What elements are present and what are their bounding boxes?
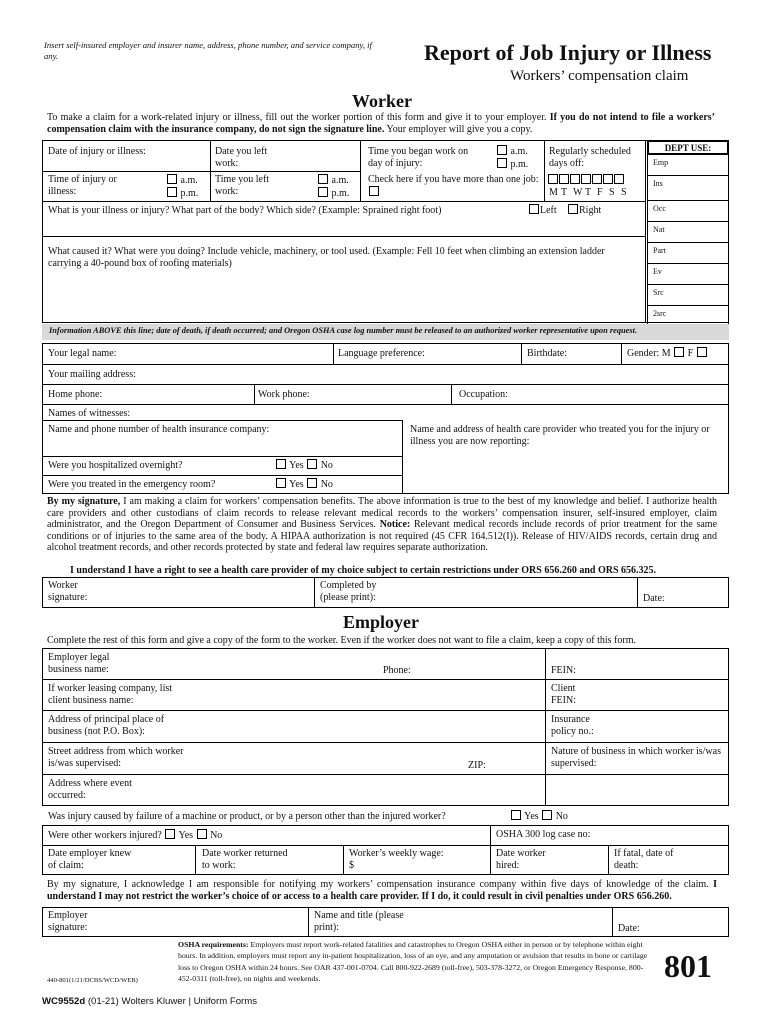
what-caused-label: What caused it? What were you doing? Include vehicle, machinery, or tool used. (Example: Fell 10 feet when climbing an extension ladder carrying a 40-pound box of roofing materials) — [48, 246, 605, 269]
name-title-field[interactable] — [400, 910, 608, 935]
day-off-checkbox[interactable] — [548, 174, 558, 184]
dept-use-row: Nat — [648, 222, 729, 243]
dept-use-title: DEPT USE: — [647, 140, 729, 154]
employer-date-label: Date: — [618, 923, 640, 934]
dept-use-row: Occ — [648, 201, 729, 222]
home-phone-field[interactable] — [112, 387, 250, 403]
employer-phone-field[interactable] — [418, 652, 542, 676]
time-began-pm-checkbox[interactable] — [497, 158, 507, 168]
left-side-checkbox[interactable] — [529, 204, 539, 214]
hospitalized-yes-checkbox[interactable] — [276, 459, 286, 469]
fein-field[interactable] — [582, 652, 725, 676]
day-off-checkbox[interactable] — [581, 174, 591, 184]
hospitalized-no-checkbox[interactable] — [307, 459, 317, 469]
emergency-no-checkbox[interactable] — [307, 478, 317, 488]
date-death-label: If fatal, date of death: — [614, 848, 674, 871]
home-phone-label: Home phone: — [48, 389, 103, 400]
worker-signature-label: Worker signature: — [48, 580, 88, 603]
birthdate-field[interactable] — [576, 346, 619, 362]
dept-use-row: 2src — [648, 306, 729, 327]
dept-use-row: Emp — [648, 155, 729, 176]
gender-f-checkbox[interactable] — [697, 347, 707, 357]
time-began-am-checkbox[interactable] — [497, 145, 507, 155]
time-injury-am-checkbox[interactable] — [167, 174, 177, 184]
emergency-room-label: Were you treated in the emergency room? — [48, 479, 216, 490]
osha-log-label: OSHA 300 log case no: — [496, 829, 591, 840]
days-off-checkboxes — [548, 174, 625, 186]
completed-by-label: Completed by (please print): — [320, 580, 377, 603]
occupation-label: Occupation: — [459, 389, 508, 400]
leasing-company-label: If worker leasing company, list client business name: — [48, 683, 173, 706]
weekly-wage-label: Worker’s weekly wage: $ — [349, 848, 444, 871]
zip-field[interactable] — [490, 746, 542, 772]
gender-m-checkbox[interactable] — [674, 347, 684, 357]
street-address-label: Street address from which worker is/was supervised: — [48, 746, 184, 769]
employer-acknowledgment: By my signature, I acknowledge I am responsible for notifying my workers’ compensation insurance company within five days of knowledge of the claim. I understand I may not restrict the worker’s choice of or access to a health care provider. If I do, it could result in civil penalties under ORS 656.260. — [47, 879, 717, 902]
time-of-injury-label: Time of injury or illness: — [48, 174, 117, 197]
employer-phone-label: Phone: — [383, 665, 411, 676]
date-of-injury-field[interactable] — [120, 158, 206, 170]
occupation-field[interactable] — [518, 387, 724, 403]
employer-signature-label: Employer signature: — [48, 910, 88, 933]
employer-name-field[interactable] — [140, 652, 378, 676]
principal-address-field[interactable] — [200, 714, 541, 740]
dept-use-row: Part — [648, 243, 729, 264]
street-address-field[interactable] — [195, 746, 465, 772]
regular-days-off-label: Regularly scheduled days off: — [549, 146, 631, 169]
gender-label: Gender: M F — [627, 347, 708, 360]
provider-choice-notice: I understand I have a right to see a health care provider of my choice subject to certain restrictions under ORS 656.260 and ORS 656.325. — [70, 565, 657, 576]
work-phone-label: Work phone: — [258, 389, 310, 400]
emergency-yes-checkbox[interactable] — [276, 478, 286, 488]
form-code: 440-801(1/21/DCBS/WCD/WEB) — [47, 977, 138, 984]
client-fein-field[interactable] — [590, 683, 725, 707]
day-off-checkbox[interactable] — [570, 174, 580, 184]
worker-intro: To make a claim for a work-related injury or illness, fill out the worker portion of this form and give it to your employer. If you do not intend to file a workers’ compensation claim with the insurance company, do not sign the signature line. Your employer will give you a copy. — [47, 112, 715, 135]
day-off-checkbox[interactable] — [592, 174, 602, 184]
wolters-kluwer-code: WC9552d (01-21) Wolters Kluwer | Uniform Forms — [42, 996, 258, 1007]
nature-of-business-label: Nature of business in which worker is/was supervised: — [551, 746, 721, 769]
fein-label: FEIN: — [551, 665, 576, 676]
what-caused-field[interactable] — [46, 272, 642, 320]
client-fein-label: Client FEIN: — [551, 683, 576, 706]
language-field[interactable] — [436, 346, 518, 362]
form-title: Report of Job Injury or Illness — [424, 40, 712, 65]
date-left-work-field[interactable] — [265, 158, 355, 170]
date-hired-label: Date worker hired: — [496, 848, 546, 871]
employer-signature-field[interactable] — [110, 910, 305, 935]
date-of-injury-label: Date of injury or illness: — [48, 146, 146, 157]
info-above-notice: Information ABOVE this line; date of death, if death occurred; and Oregon OSHA case log number must be released to an authorized worker representative upon request. — [42, 324, 729, 340]
employer-name-label: Employer legal business name: — [48, 652, 110, 675]
leasing-company-field[interactable] — [195, 683, 541, 707]
witnesses-label: Names of witnesses: — [48, 408, 131, 419]
osha-requirements: OSHA requirements: Employers must report work-related fatalities and catastrophes to Oregon OSHA either in person or by telephone within eight hours. In addition, employers must report any in-patient hospitalization, loss of an eye, and any amputation or avulsion that results in bone or cartilage loss to Oregon OSHA within 24 hours. See OAR 437-001-0704. Call 800-922-2689 (toll-free), 503-378-3272, or Oregon Emergency Response, 800-452-0311 (toll-free), on nights and weekends. — [178, 940, 648, 984]
date-left-work-label: Date you left work: — [215, 146, 268, 169]
days-off-letters: M T W T F S S — [549, 187, 627, 198]
health-insurance-label: Name and phone number of health insurance company: — [48, 424, 270, 435]
employer-intro: Complete the rest of this form and give a copy of the form to the worker. Even if the worker does not want to file a claim, keep a copy of this form. — [47, 635, 636, 646]
worker-authorization-text: By my signature, I am making a claim for workers’ compensation benefits. The above information is true to the best of my knowledge and belief. I authorize health care providers and other custodians of claim records to release relevant medical records to the workers’ compensation insurer, self-insured employer, claim administrator, and the Oregon Department of Consumer and Business Services. Notice: Relevant medical records include records of prior treatment for the same conditions or of injuries to the same area of the body. A HIPAA authorization is not required (45 CFR 164.512(I)). Release of HIV/AIDS records, certain drug and alcohol treatment records, and other records protected by state and federal law requires separate authorization. — [47, 496, 718, 554]
illness-injury-label: What is your illness or injury? What part of the body? Which side? (Example: Sprained right foot) — [48, 205, 442, 216]
worker-signature-field[interactable] — [110, 580, 310, 606]
form-subtitle: Workers’ compensation claim — [510, 68, 689, 84]
others-injured-yes-checkbox[interactable] — [165, 829, 175, 839]
dept-use-box — [647, 140, 729, 327]
date-returned-label: Date worker returned to work: — [202, 848, 288, 871]
machine-failure-label: Was injury caused by failure of a machine or product, or by a person other than the injured worker? — [48, 811, 446, 822]
time-left-am-checkbox[interactable] — [318, 174, 328, 184]
employer-section-title: Employer — [343, 612, 419, 632]
name-title-label: Name and title (please print): — [314, 910, 404, 933]
insurance-policy-label: Insurance policy no.: — [551, 714, 594, 737]
date-knew-label: Date employer knew of claim: — [48, 848, 132, 871]
principal-address-label: Address of principal place of business (not P.O. Box): — [48, 714, 165, 737]
osha-log-field[interactable] — [600, 827, 725, 843]
right-side-checkbox[interactable] — [568, 204, 578, 214]
birthdate-label: Birthdate: — [527, 348, 567, 359]
insert-employer-note: Insert self-insured employer and insurer name, address, phone number, and service company, if any. — [44, 40, 372, 61]
day-off-checkbox[interactable] — [603, 174, 613, 184]
dept-use-row: Ins — [648, 176, 729, 201]
day-off-checkbox[interactable] — [614, 174, 624, 184]
completed-by-field[interactable] — [400, 580, 634, 606]
worker-section-title: Worker — [352, 91, 412, 111]
dept-use-row: Src — [648, 285, 729, 306]
illness-injury-field[interactable] — [46, 218, 642, 234]
health-care-provider-field[interactable] — [406, 452, 724, 492]
mailing-address-field[interactable] — [150, 367, 725, 383]
more-than-one-job-label: Check here if you have more than one job: — [368, 174, 544, 199]
dept-use-row: Ev — [648, 264, 729, 285]
day-off-checkbox[interactable] — [559, 174, 569, 184]
hospitalized-label: Were you hospitalized overnight? — [48, 460, 183, 471]
zip-label: ZIP: — [468, 760, 486, 771]
machine-failure-yes-checkbox[interactable] — [511, 810, 521, 820]
work-phone-field[interactable] — [318, 387, 448, 403]
health-insurance-field[interactable] — [46, 438, 398, 454]
more-than-one-job-checkbox[interactable] — [369, 186, 379, 196]
legal-name-label: Your legal name: — [48, 348, 117, 359]
form-number: 801 — [664, 948, 712, 984]
event-address-label: Address where event occurred: — [48, 778, 132, 801]
time-injury-pm-checkbox[interactable] — [167, 187, 177, 197]
language-label: Language preference: — [338, 348, 425, 359]
legal-name-field[interactable] — [130, 346, 330, 362]
event-address-field[interactable] — [130, 778, 542, 804]
time-began-work-label: Time you began work on day of injury: — [368, 146, 469, 169]
time-left-pm-checkbox[interactable] — [318, 187, 328, 197]
time-left-work-label: Time you left work: — [215, 174, 270, 197]
insurance-policy-field[interactable] — [610, 714, 725, 740]
others-injured-label: Were other workers injured? Yes No — [48, 830, 223, 841]
health-care-provider-label: Name and address of health care provider who treated you for the injury or illness you are now reporting: — [410, 424, 710, 447]
machine-failure-no-checkbox[interactable] — [542, 810, 552, 820]
others-injured-no-checkbox[interactable] — [197, 829, 207, 839]
worker-date-label: Date: — [643, 593, 665, 604]
mailing-address-label: Your mailing address: — [48, 369, 136, 380]
